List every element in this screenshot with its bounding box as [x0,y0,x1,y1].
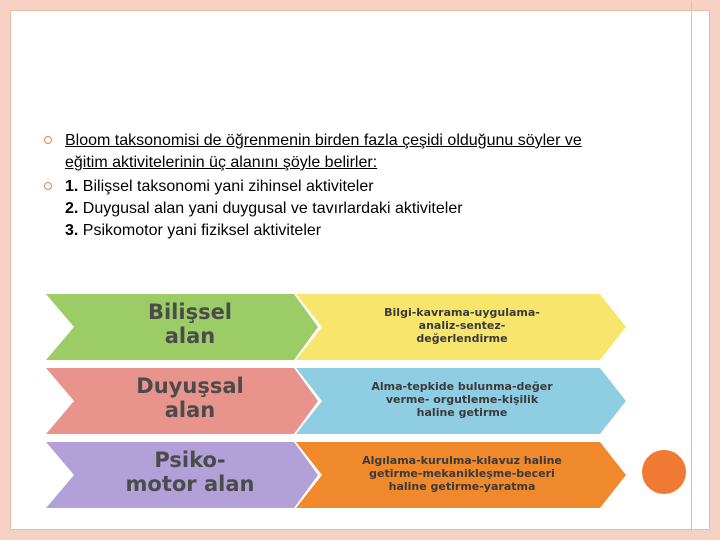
detail-label: analiz-sentez- [418,319,506,332]
item-text: Duygusal alan yani duygusal ve tavırlardaki aktiviteler [82,200,463,217]
domain-label: Bilişsel [147,300,233,324]
detail-label: değerlendirme [416,332,508,345]
item-text: Psikomotor yani fiziksel aktiviteler [82,222,322,239]
domain-label: alan [164,324,216,348]
item-number: 3. [65,222,79,239]
detail-label: Algılama-kurulma-kılavuz haline [362,454,562,467]
intro-text: Bloom taksonomisi de öğrenmenin birden fazla çeşidi olduğunu söyler ve eğitim aktivitelerinin üç alanını şöyle belirler: [65,132,582,171]
item-text: Bilişsel taksonomi yani zihinsel aktiviteler [82,178,374,195]
item-number: 2. [65,200,79,217]
domain-label: motor alan [125,472,255,496]
detail-label: verme- orgutleme-kişilik [385,393,539,406]
item-number: 1. [65,178,79,195]
detail-label: Bilgi-kavrama-uygulama- [384,306,540,319]
detail-label: Alma-tepkide bulunma-değer [371,380,553,393]
decorative-circle [642,450,686,494]
domain-label: Psiko- [154,448,226,472]
detail-label: haline getirme [416,406,508,419]
detail-label: haline getirme-yaratma [388,480,536,493]
domain-label: Duyuşsal [136,374,244,398]
domain-label: alan [164,398,216,422]
detail-label: getirme-mekanikleşme-beceri [369,467,555,480]
